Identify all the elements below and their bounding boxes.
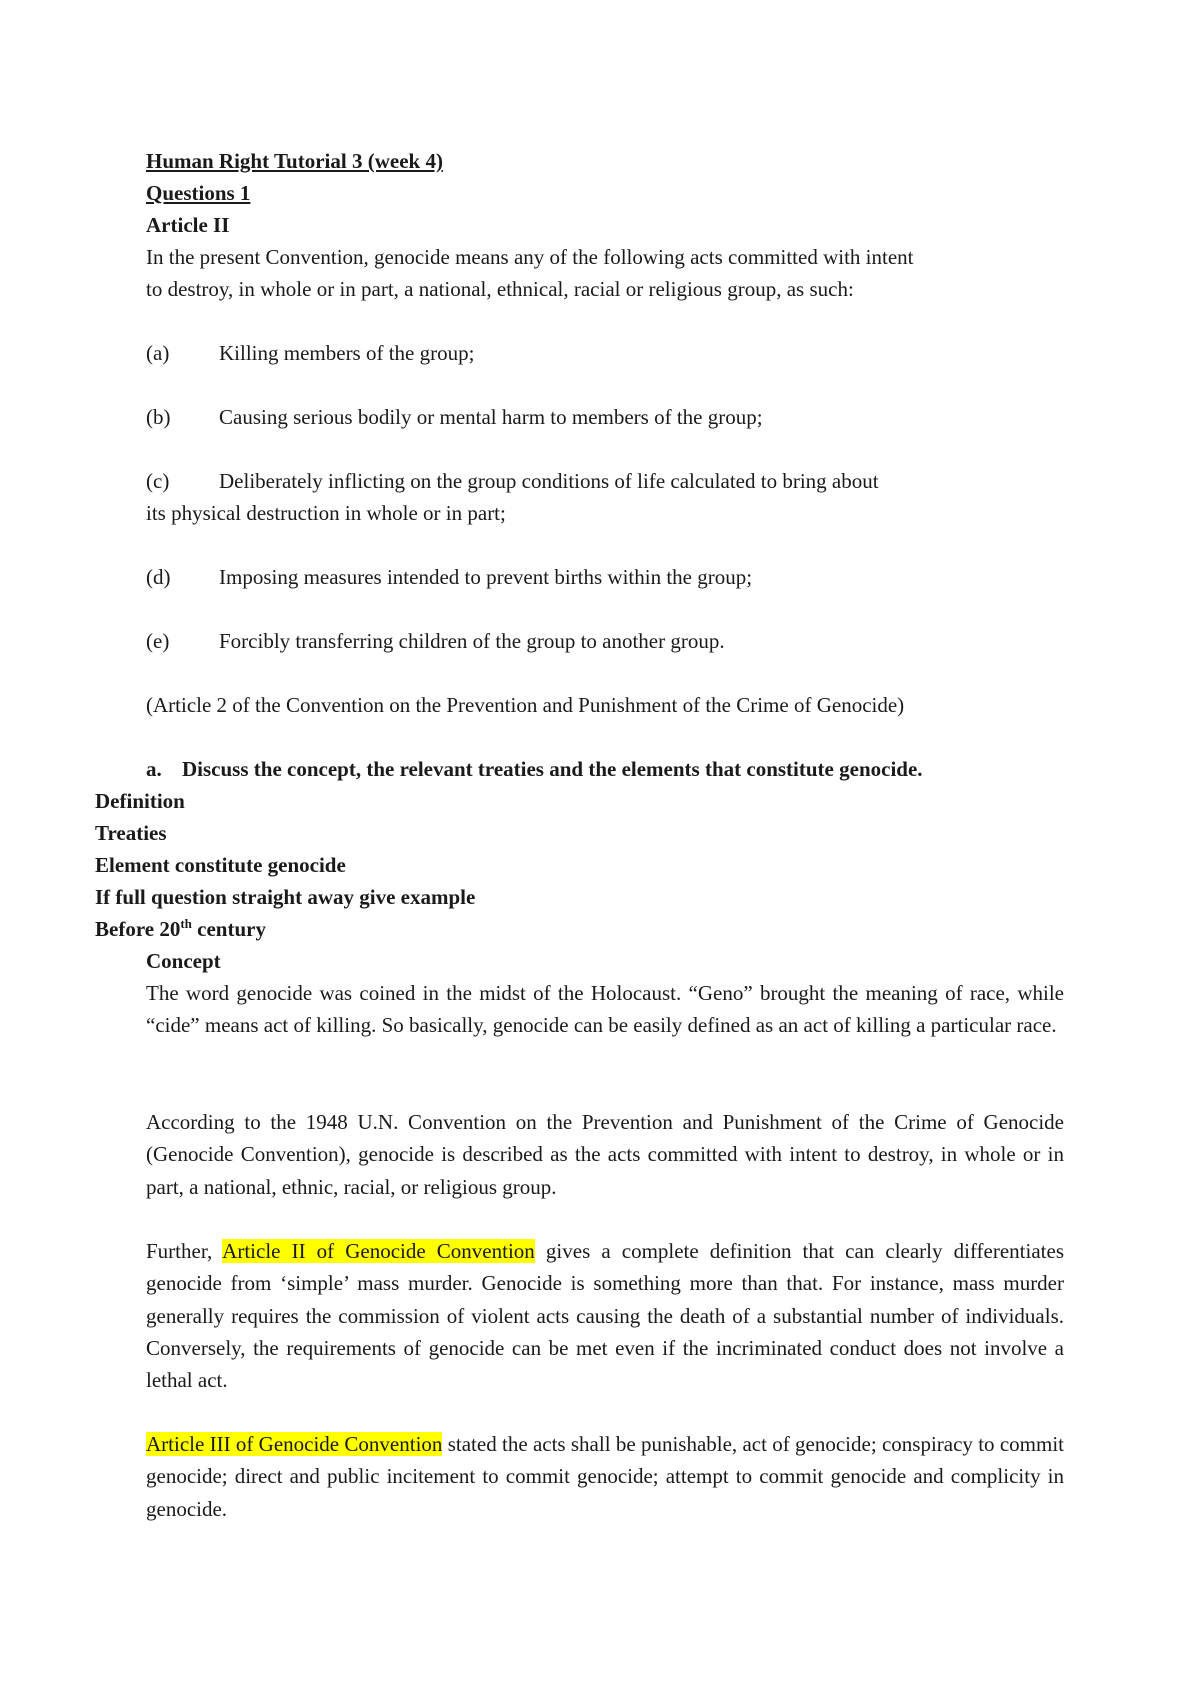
act-item-c-continuation: its physical destruction in whole or in part;	[146, 501, 506, 525]
act-marker: (d)	[146, 565, 171, 589]
act-text: Killing members of the group;	[219, 341, 475, 365]
p4-post: stated the acts shall be punishable, act of genocide; conspiracy to commit genocide; direct and public incitement to commit genocide; attempt to commit genocide and complicity in genocide.	[146, 1432, 1064, 1521]
questions-heading: Questions 1	[146, 181, 251, 205]
act-text: Causing serious bodily or mental harm to members of the group;	[219, 405, 763, 429]
intro-line-1: In the present Convention, genocide means any of the following acts committed with intent	[146, 245, 914, 269]
question-a-marker: a.	[146, 757, 162, 781]
act-marker: (b)	[146, 405, 171, 429]
outline-before-century	[95, 914, 266, 944]
outline-definition: Definition	[95, 789, 185, 813]
outline-elements: Element constitute genocide	[95, 853, 346, 877]
question-a-text: Discuss the concept, the relevant treaties and the elements that constitute genocide.	[182, 757, 923, 781]
concept-paragraph-3	[146, 1235, 1064, 1396]
source-citation: (Article 2 of the Convention on the Prevention and Punishment of the Crime of Genocide)	[146, 693, 905, 717]
act-text: Deliberately inflicting on the group conditions of life calculated to bring about	[219, 469, 879, 493]
act-item-a	[146, 338, 474, 368]
act-text: Forcibly transferring children of the group to another group.	[219, 629, 725, 653]
act-item-c	[146, 466, 879, 496]
concept-paragraph-1: The word genocide was coined in the midst of the Holocaust. “Geno” brought the meaning of race, while “cide” means act of killing. So basically, genocide can be easily defined as an act of killing a particular race.	[146, 981, 1064, 1038]
article-heading: Article II	[146, 213, 230, 237]
question-a	[146, 754, 923, 784]
p3-pre: Further,	[146, 1239, 223, 1263]
act-marker: (e)	[146, 629, 170, 653]
highlight-article-iii: Article III of Genocide Convention	[146, 1432, 443, 1456]
p3-post: gives a complete definition that can clearly differentiates genocide from ‘simple’ mass murder. Genocide is something more than that. For instance, mass murder generally requires the commission of violent acts causing the death of a substantial number of individuals. Conversely, the requirements of genocide can be met even if the incriminated conduct does not involve a lethal act.	[146, 1239, 1064, 1393]
act-item-d	[146, 562, 752, 592]
document-title: Human Right Tutorial 3 (week 4)	[146, 149, 443, 173]
concept-paragraph-2: According to the 1948 U.N. Convention on the Prevention and Punishment of the Crime of Genocide (Genocide Convention), genocide is described as the acts committed with intent to destroy, in whole or in part, a national, ethnic, racial, or religious group.	[146, 1110, 1064, 1199]
act-item-e	[146, 626, 725, 656]
act-marker: (c)	[146, 469, 170, 493]
act-marker: (a)	[146, 341, 170, 365]
outline-full-question: If full question straight away give example	[95, 885, 476, 909]
intro-line-2: to destroy, in whole or in part, a national, ethnical, racial or religious group, as such:	[146, 277, 854, 301]
before-suffix: century	[191, 917, 266, 941]
concept-heading: Concept	[146, 949, 221, 973]
before-sup: th	[180, 916, 192, 931]
act-text: Imposing measures intended to prevent births within the group;	[219, 565, 753, 589]
outline-treaties: Treaties	[95, 821, 167, 845]
before-prefix: Before 20	[95, 917, 181, 941]
highlight-article-ii: Article II of Genocide Convention	[222, 1239, 535, 1263]
act-item-b	[146, 402, 763, 432]
concept-paragraph-4	[146, 1428, 1064, 1525]
